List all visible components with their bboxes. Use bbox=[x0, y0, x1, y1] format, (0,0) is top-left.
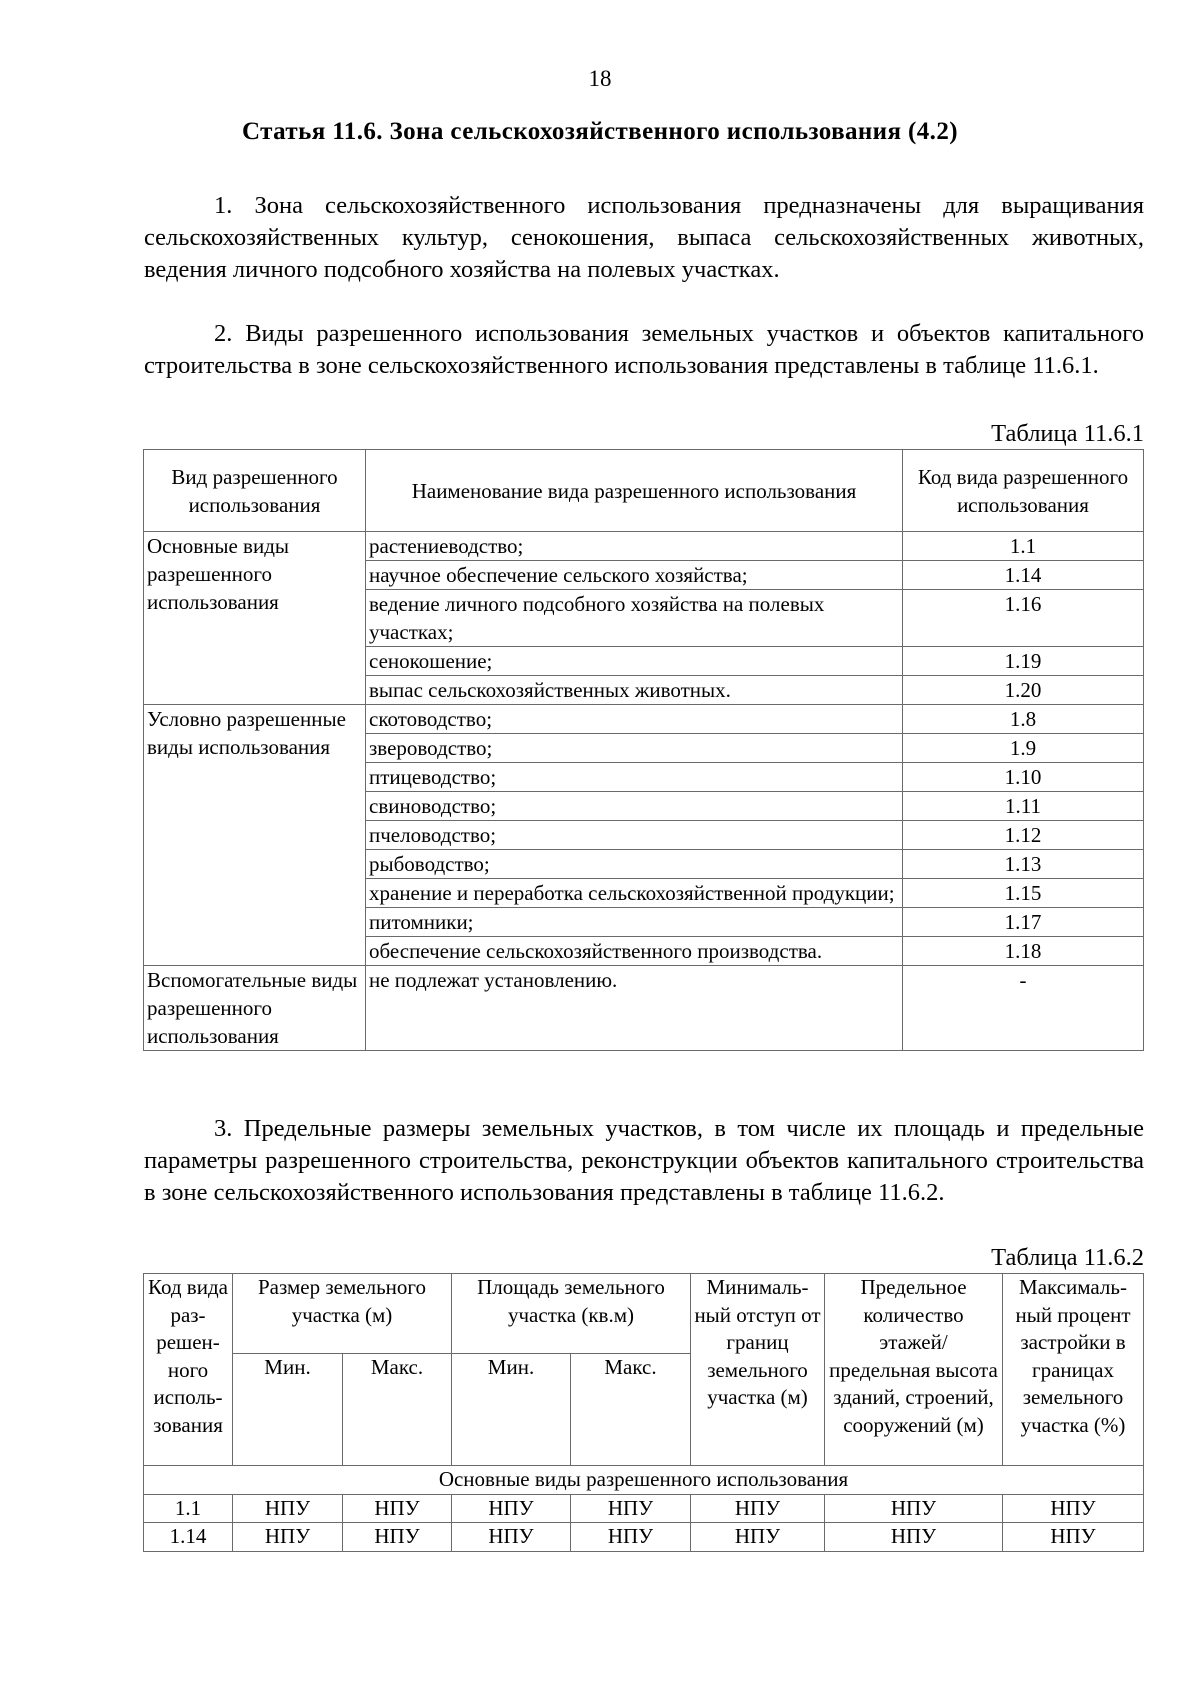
use-code: 1.13 bbox=[903, 850, 1144, 879]
use-name: растениеводство; bbox=[366, 532, 903, 561]
cell-area-min: НПУ bbox=[452, 1523, 571, 1552]
use-name: ведение личного подсобного хозяйства на полевых участках; bbox=[366, 590, 903, 647]
cell-floors: НПУ bbox=[825, 1494, 1003, 1523]
cell-area-max: НПУ bbox=[571, 1523, 691, 1552]
cell-size-max: НПУ bbox=[343, 1523, 452, 1552]
use-name: хранение и переработка сельскохозяйственной продукции; bbox=[366, 879, 903, 908]
header-floors: Предельное количество этажей/ предельная высота зданий, строений, сооружений (м) bbox=[825, 1274, 1003, 1466]
cell-floors: НПУ bbox=[825, 1523, 1003, 1552]
paragraph-2: 2. Виды разрешенного использования земельных участков и объектов капитального строительства в зоне сельскохозяйственного использования представлены в таблице 11.6.1. bbox=[144, 320, 1144, 379]
header-name: Наименование вида разрешенного использования bbox=[366, 450, 903, 532]
header-area-max: Макс. bbox=[571, 1354, 691, 1466]
use-name: не подлежат установлению. bbox=[366, 966, 903, 1051]
cell-offset: НПУ bbox=[691, 1494, 825, 1523]
table-1-caption: Таблица 11.6.1 bbox=[991, 420, 1144, 447]
use-name: скотоводство; bbox=[366, 705, 903, 734]
use-name: пчеловодство; bbox=[366, 821, 903, 850]
use-code: 1.19 bbox=[903, 647, 1144, 676]
parameters-table bbox=[143, 1273, 1144, 1552]
header-code: Код вида разрешенного использования bbox=[903, 450, 1144, 532]
use-code: 1.11 bbox=[903, 792, 1144, 821]
use-name: обеспечение сельскохозяйственного производства. bbox=[366, 937, 903, 966]
article-heading: Статья 11.6. Зона сельскохозяйственного использования (4.2) bbox=[242, 118, 958, 145]
table-2-caption: Таблица 11.6.2 bbox=[991, 1244, 1144, 1271]
table-row bbox=[144, 1494, 1144, 1523]
use-code: 1.16 bbox=[903, 590, 1144, 647]
page-number: 18 bbox=[588, 66, 612, 91]
header-size: Размер земельного участка (м) bbox=[233, 1274, 452, 1354]
header-kind: Вид разрешенного использования bbox=[144, 450, 366, 532]
permitted-use-table bbox=[143, 449, 1144, 1051]
use-code: 1.12 bbox=[903, 821, 1144, 850]
use-name: научное обеспечение сельского хозяйства; bbox=[366, 561, 903, 590]
table-row bbox=[144, 532, 1144, 561]
cell-code: 1.14 bbox=[144, 1523, 233, 1552]
cell-offset: НПУ bbox=[691, 1523, 825, 1552]
cell-size-max: НПУ bbox=[343, 1494, 452, 1523]
header-area-min: Мин. bbox=[452, 1354, 571, 1466]
header-percent: Максималь-ный процент застройки в границах земельного участка (%) bbox=[1003, 1274, 1144, 1466]
group-label: Основные виды разрешенного использования bbox=[144, 532, 366, 705]
header-size-min: Мин. bbox=[233, 1354, 343, 1466]
use-name: птицеводство; bbox=[366, 763, 903, 792]
use-name: выпас сельскохозяйственных животных. bbox=[366, 676, 903, 705]
use-name: питомники; bbox=[366, 908, 903, 937]
cell-area-max: НПУ bbox=[571, 1494, 691, 1523]
header-size-max: Макс. bbox=[343, 1354, 452, 1466]
use-code: - bbox=[903, 966, 1144, 1051]
cell-code: 1.1 bbox=[144, 1494, 233, 1523]
use-code: 1.20 bbox=[903, 676, 1144, 705]
paragraph-3: 3. Предельные размеры земельных участков, в том числе их площадь и предельные параметры разрешенного строительства, реконструкции объектов капитального строительства в зоне сельскохозяйственного использования представлены в таблице 11.6.2. bbox=[144, 1115, 1144, 1206]
cell-percent: НПУ bbox=[1003, 1523, 1144, 1552]
paragraph-1: 1. Зона сельскохозяйственного использования предназначены для выращивания сельскохозяйственных культур, сенокошения, выпаса сельскохозяйственных животных, ведения личного подсобного хозяйства на полевых участках. bbox=[144, 192, 1144, 283]
use-name: рыбоводство; bbox=[366, 850, 903, 879]
table-row bbox=[144, 1523, 1144, 1552]
use-code: 1.15 bbox=[903, 879, 1144, 908]
cell-percent: НПУ bbox=[1003, 1494, 1144, 1523]
use-name: звероводство; bbox=[366, 734, 903, 763]
section-row bbox=[144, 1466, 1144, 1495]
table-row bbox=[144, 966, 1144, 1051]
use-name: сенокошение; bbox=[366, 647, 903, 676]
cell-area-min: НПУ bbox=[452, 1494, 571, 1523]
use-code: 1.17 bbox=[903, 908, 1144, 937]
group-label: Условно разрешенные виды использования bbox=[144, 705, 366, 966]
cell-size-min: НПУ bbox=[233, 1523, 343, 1552]
use-code: 1.18 bbox=[903, 937, 1144, 966]
use-code: 1.10 bbox=[903, 763, 1144, 792]
table-row bbox=[144, 705, 1144, 734]
header-offset: Минималь-ный отступ от границ земельного участка (м) bbox=[691, 1274, 825, 1466]
use-name: свиноводство; bbox=[366, 792, 903, 821]
header-code: Код вида раз-решен-ного исполь-зования bbox=[144, 1274, 233, 1466]
header-area: Площадь земельного участка (кв.м) bbox=[452, 1274, 691, 1354]
use-code: 1.9 bbox=[903, 734, 1144, 763]
use-code: 1.14 bbox=[903, 561, 1144, 590]
group-label: Вспомогательные виды разрешенного использования bbox=[144, 966, 366, 1051]
cell-size-min: НПУ bbox=[233, 1494, 343, 1523]
use-code: 1.1 bbox=[903, 532, 1144, 561]
section-label: Основные виды разрешенного использования bbox=[144, 1466, 1144, 1495]
use-code: 1.8 bbox=[903, 705, 1144, 734]
